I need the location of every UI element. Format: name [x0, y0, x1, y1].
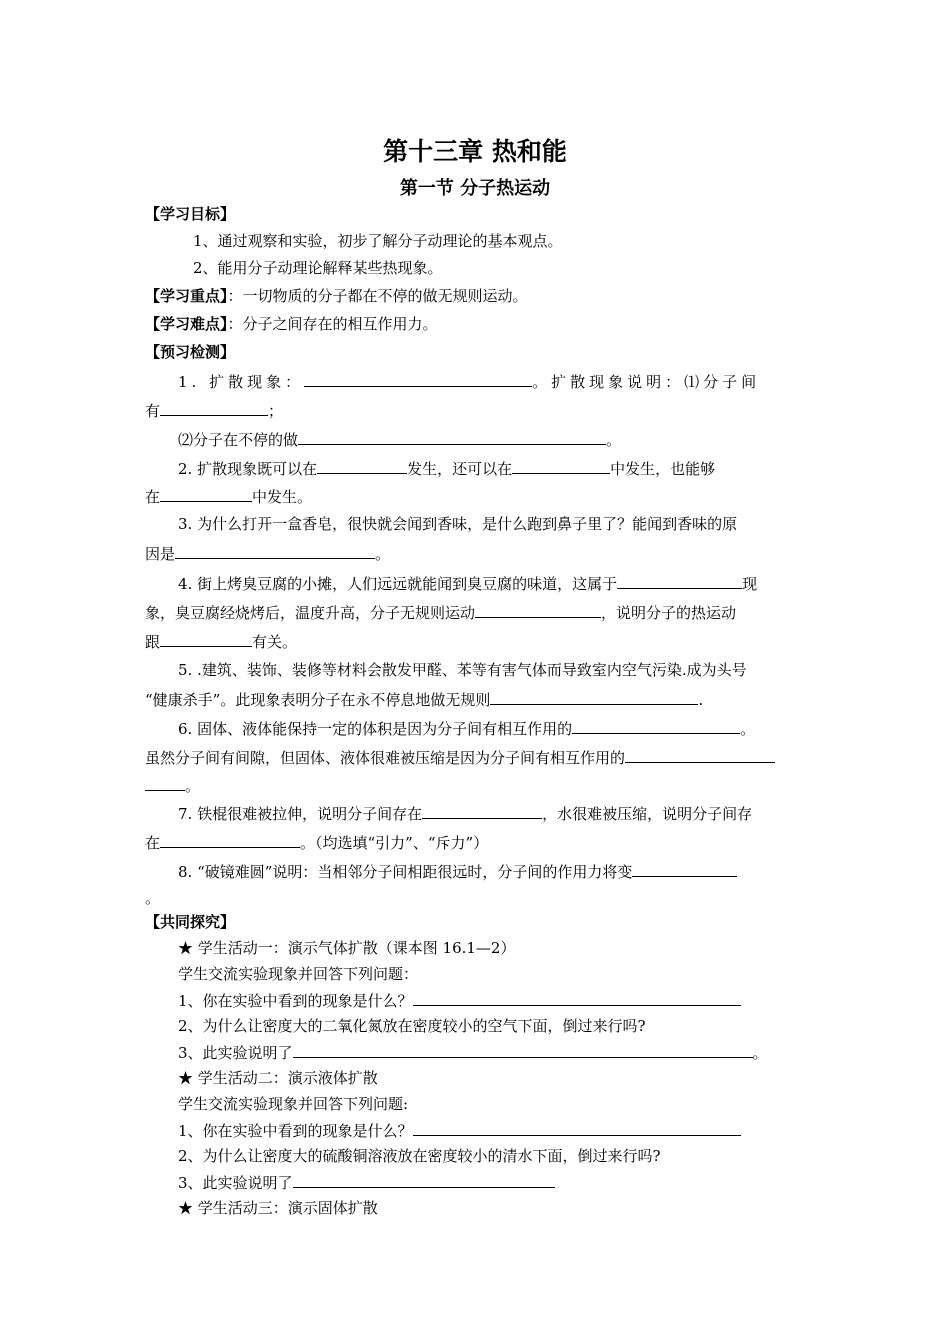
page-title: 第十三章 热和能 — [383, 137, 567, 166]
question-3-line-2: 因是 。 — [145, 545, 391, 563]
difficulty-text: ：分子之间存在的相互作用力。 — [227, 315, 438, 333]
question-1-line-2: 有 ； — [145, 402, 284, 420]
activity-1-q1: 1、你在实验中看到的现象是什么？ — [178, 990, 741, 1011]
answer-blank[interactable] — [413, 990, 741, 1006]
answer-blank[interactable] — [625, 747, 775, 763]
question-8-line-2: 。 — [145, 889, 161, 907]
answer-blank[interactable] — [304, 371, 532, 387]
answer-blank[interactable] — [632, 861, 737, 877]
goals-heading: 【学习目标】 — [145, 205, 236, 223]
activity-2-q3: 3、此实验说明了 — [178, 1172, 555, 1193]
key-label: 【学习重点】 — [145, 287, 228, 305]
answer-blank[interactable] — [317, 458, 407, 474]
answer-blank[interactable] — [293, 1042, 753, 1058]
answer-blank[interactable] — [160, 486, 252, 502]
answer-blank[interactable] — [512, 458, 610, 474]
activity-2-intro: 学生交流实验现象并回答下列问题: — [178, 1095, 409, 1113]
answer-blank[interactable] — [617, 573, 742, 589]
question-4-line-3: 跟 有关。 — [145, 633, 298, 651]
question-5-line-1: 5. .建筑、装饰、装修等材料会散发甲醛、苯等有害气体而导致室内空气污染.成为头号 — [178, 661, 747, 679]
question-1-line-1: 1. 扩散现象： 。扩散现象说明：⑴分子间 — [178, 373, 761, 391]
difficulty-point — [145, 314, 438, 334]
section-title: 第一节 分子热运动 — [399, 178, 551, 199]
activity-1-q3: 3、此实验说明了 。 — [178, 1044, 768, 1062]
answer-blank[interactable] — [160, 832, 300, 848]
answer-blank[interactable] — [175, 543, 375, 559]
question-3-line-1: 3. 为什么打开一盒香皂，很快就会闻到香味，是什么跑到鼻子里了？能闻到香味的原 — [178, 515, 738, 533]
question-5-line-2: “健康杀手”。此现象表明分子在永不停息地做无规则 . — [145, 691, 704, 709]
activity-3: ★ 学生活动三：演示固体扩散 — [178, 1199, 378, 1217]
activity-2: ★ 学生活动二：演示液体扩散 — [178, 1069, 378, 1087]
goal-item: 2、能用分子动理论解释某些热现象。 — [193, 259, 443, 277]
activity-2-q2: 2、为什么让密度大的硫酸铜溶液放在密度较小的清水下面，倒过来行吗? — [178, 1147, 661, 1165]
answer-blank[interactable] — [475, 602, 601, 618]
answer-blank[interactable] — [160, 631, 252, 647]
answer-blank[interactable] — [422, 803, 542, 819]
question-2-line-2: 在 中发生。 — [145, 488, 313, 506]
key-point — [145, 286, 528, 306]
explore-heading: 【共同探究】 — [145, 913, 236, 931]
activity-2-q1: 1、你在实验中看到的现象是什么？ — [178, 1120, 741, 1141]
answer-blank[interactable] — [145, 775, 185, 791]
activity-1-q2: 2、为什么让密度大的二氧化氮放在密度较小的空气下面，倒过来行吗? — [178, 1017, 646, 1035]
answer-blank[interactable] — [298, 429, 606, 445]
question-6-line-2: 虽然分子间有间隙，但固体、液体很难被压缩是因为分子间有相互作用的 — [145, 747, 775, 768]
preview-heading: 【预习检测】 — [145, 343, 236, 361]
difficulty-label: 【学习难点】 — [145, 315, 228, 333]
question-2-line-1: 2. 扩散现象既可以在 发生，还可以在 中发生，也能够 — [178, 460, 716, 478]
question-4-line-2: 象，臭豆腐经烧烤后，温度升高，分子无规则运动 ，说明分子的热运动 — [145, 604, 737, 622]
question-8-line-1: 8. “破镜难圆”说明：当相邻分子间相距很远时，分子间的作用力将变 — [178, 861, 737, 882]
question-6-line-1: 6. 固体、液体能保持一定的体积是因为分子间有相互作用的 。 — [178, 720, 756, 738]
question-1-line-3: ⑵分子在不停的做 。 — [178, 431, 622, 449]
goal-item: 1、通过观察和实验，初步了解分子动理论的基本观点。 — [193, 232, 563, 250]
activity-1-intro: 学生交流实验现象并回答下列问题： — [178, 965, 419, 983]
question-7-line-1: 7. 铁棍很难被拉伸，说明分子间存在 ，水很难被压缩，说明分子间存 — [178, 805, 753, 823]
answer-blank[interactable] — [490, 689, 698, 705]
activity-1: ★ 学生活动一：演示气体扩散（课本图 16.1—2） — [178, 939, 516, 957]
answer-blank[interactable] — [413, 1120, 741, 1136]
answer-blank[interactable] — [572, 718, 740, 734]
question-7-line-2: 在 。（均选填“引力”、“斥力”） — [145, 834, 489, 852]
answer-blank[interactable] — [160, 400, 268, 416]
question-6-line-3: 。 — [145, 775, 200, 796]
key-text: ：一切物质的分子都在不停的做无规则运动。 — [227, 287, 528, 305]
question-4-line-1: 4. 街上烤臭豆腐的小摊，人们远远就能闻到臭豆腐的味道，这属于 现 — [178, 575, 758, 593]
answer-blank[interactable] — [293, 1172, 555, 1188]
